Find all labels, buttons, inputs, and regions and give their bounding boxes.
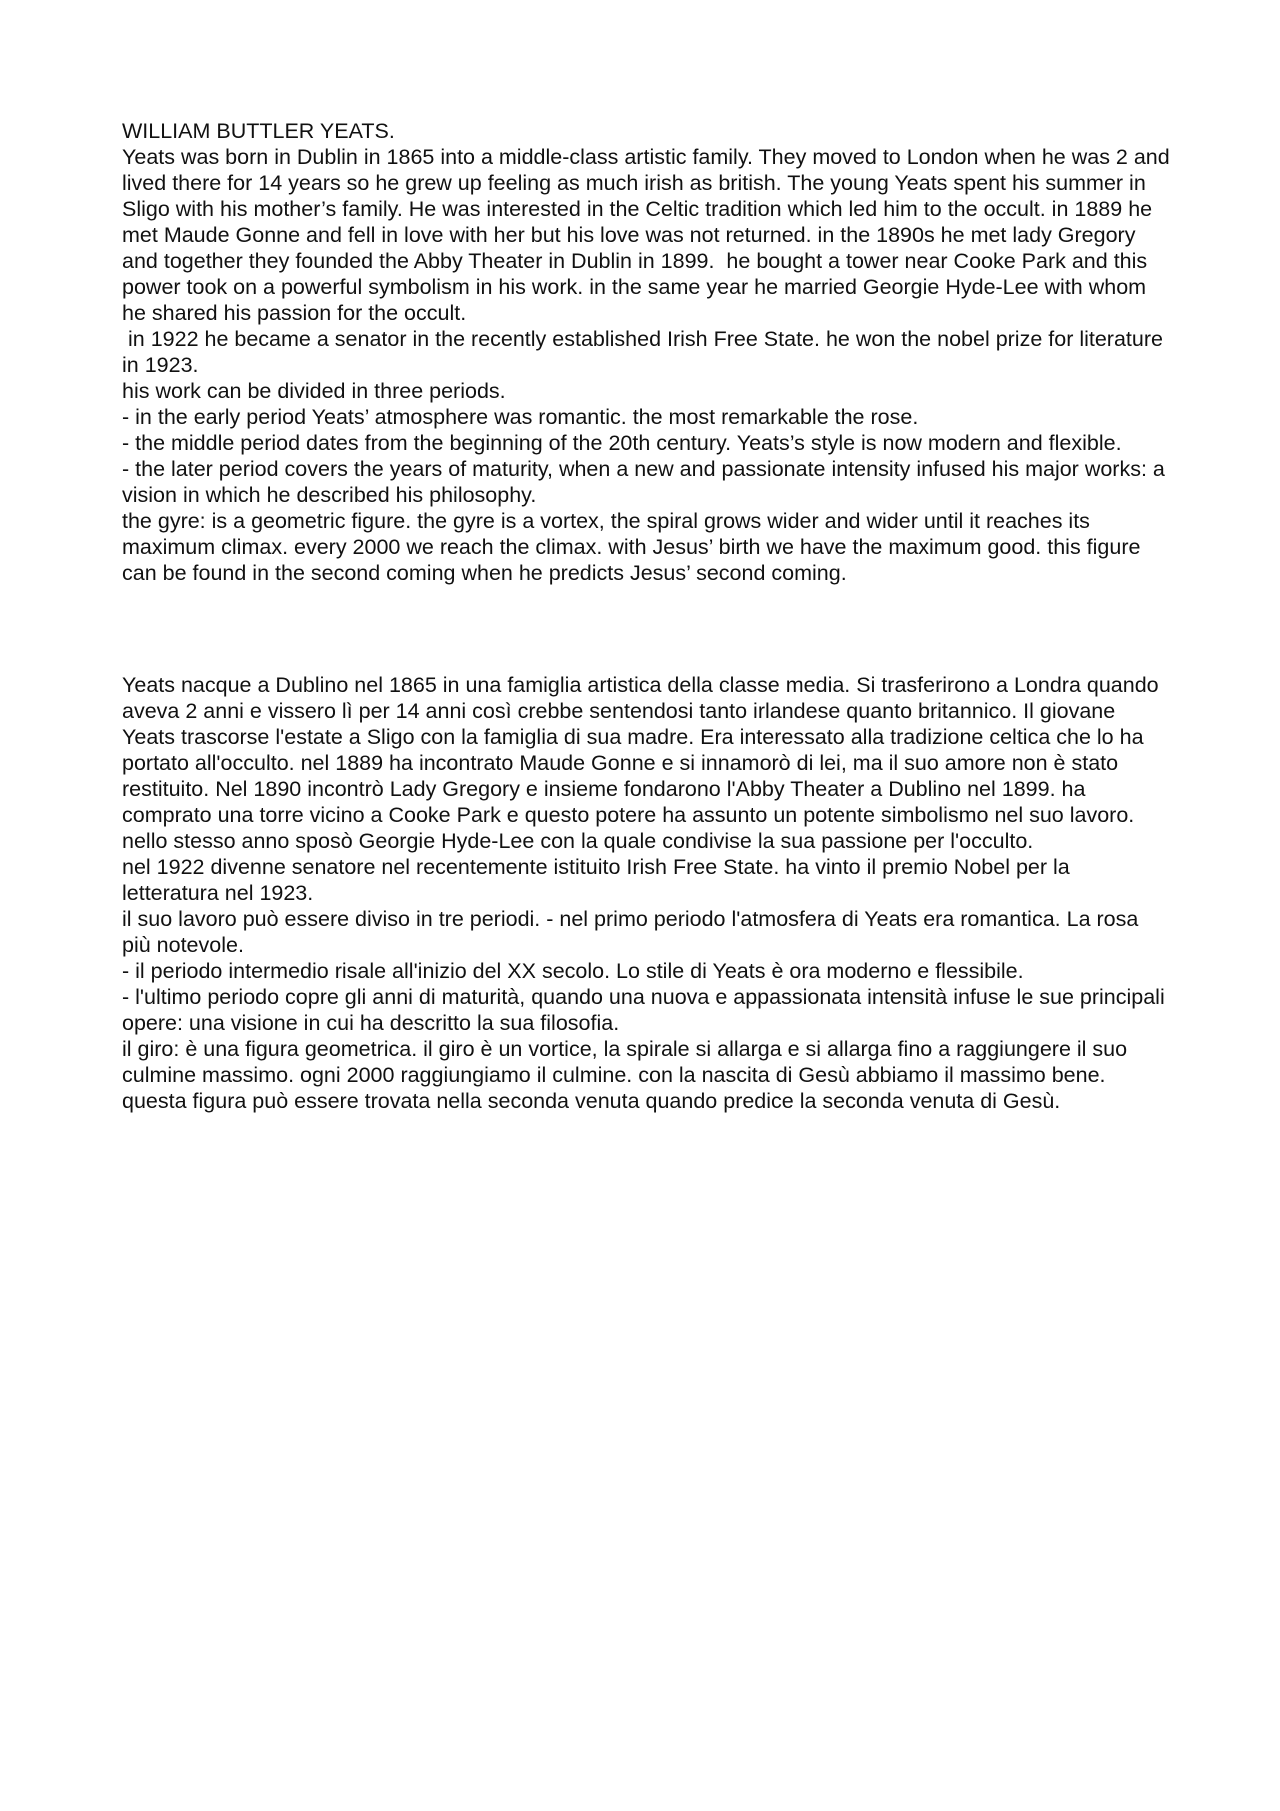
italian-paragraph-periods-early: il suo lavoro può essere diviso in tre periodi. - nel primo periodo l'atmosfera di Yeats era romantica. La rosa più notevole. bbox=[122, 907, 1145, 957]
english-paragraph-middle-period: - the middle period dates from the beginning of the 20th century. Yeats’s style is now modern and flexible. bbox=[122, 431, 1122, 455]
english-paragraph-early-period: - in the early period Yeats’ atmosphere was romantic. the most remarkable the rose. bbox=[122, 405, 919, 429]
italian-paragraph-middle-period: - il periodo intermedio risale all'inizio del XX secolo. Lo stile di Yeats è ora moderno e flessibile. bbox=[122, 959, 1024, 983]
section-spacer bbox=[122, 586, 1172, 672]
italian-paragraph-senator: nel 1922 divenne senatore nel recentemente istituito Irish Free State. ha vinto il premio Nobel per la letteratura nel 1923. bbox=[122, 855, 1076, 905]
english-paragraph-periods-intro: his work can be divided in three periods. bbox=[122, 379, 506, 403]
english-section bbox=[122, 118, 1176, 586]
italian-paragraph-gyre: il giro: è una figura geometrica. il giro è un vortice, la spirale si allarga e si allarga fino a raggiungere il suo culmine massimo. ogni 2000 raggiungiamo il culmine. con la nascita di Gesù abbiamo il massimo bene. questa figura può essere trovata nella seconda venuta quando predice la seconda venuta di Gesù. bbox=[122, 1037, 1134, 1113]
english-paragraph-later-period: - the later period covers the years of maturity, when a new and passionate intensity infused his major works: a vision in which he described his philosophy. bbox=[122, 457, 1171, 507]
document-title: WILLIAM BUTTLER YEATS. bbox=[122, 119, 395, 143]
english-paragraph-senator: in 1922 he became a senator in the recently established Irish Free State. he won the nobel prize for literature in 1923. bbox=[122, 327, 1169, 377]
english-paragraph-gyre: the gyre: is a geometric figure. the gyre is a vortex, the spiral grows wider and wider until it reaches its maximum climax. every 2000 we reach the climax. with Jesus’ birth we have the maximum good. this figure can be found in the second coming when he predicts Jesus’ second coming. bbox=[122, 509, 1147, 585]
italian-paragraph-biography: Yeats nacque a Dublino nel 1865 in una famiglia artistica della classe media. Si trasferirono a Londra quando aveva 2 anni e vissero lì per 14 anni così crebbe sentendosi tanto irlandese quanto britannico. Il giovane Yeats trascorse l'estate a Sligo con la famiglia di sua madre. Era interessato alla tradizione celtica che lo ha portato all'occulto. nel 1889 ha incontrato Maude Gonne e si innamorò di lei, ma il suo amore non è stato restituito. Nel 1890 incontrò Lady Gregory e insieme fondarono l'Abby Theater a Dublino nel 1899. ha comprato una torre vicino a Cooke Park e questo potere ha assunto un potente simbolismo nel suo lavoro. nello stesso anno sposò Georgie Hyde-Lee con la quale condivise la sua passione per l'occulto. bbox=[122, 673, 1165, 853]
document-page bbox=[122, 118, 1176, 1114]
english-paragraph-biography: Yeats was born in Dublin in 1865 into a middle-class artistic family. They moved to London when he was 2 and lived there for 14 years so he grew up feeling as much irish as british. The young Yeats spent his summer in Sligo with his mother’s family. He was interested in the Celtic tradition which led him to the occult. in 1889 he met Maude Gonne and fell in love with her but his love was not returned. in the 1890s he met lady Gregory and together they founded the Abby Theater in Dublin in 1899. he bought a tower near Cooke Park and this power took on a powerful symbolism in his work. in the same year he married Georgie Hyde-Lee with whom he shared his passion for the occult. bbox=[122, 145, 1176, 325]
italian-section bbox=[122, 672, 1172, 1114]
italian-paragraph-later-period: - l'ultimo periodo copre gli anni di maturità, quando una nuova e appassionata intensità infuse le sue principali opere: una visione in cui ha descritto la sua filosofia. bbox=[122, 985, 1171, 1035]
